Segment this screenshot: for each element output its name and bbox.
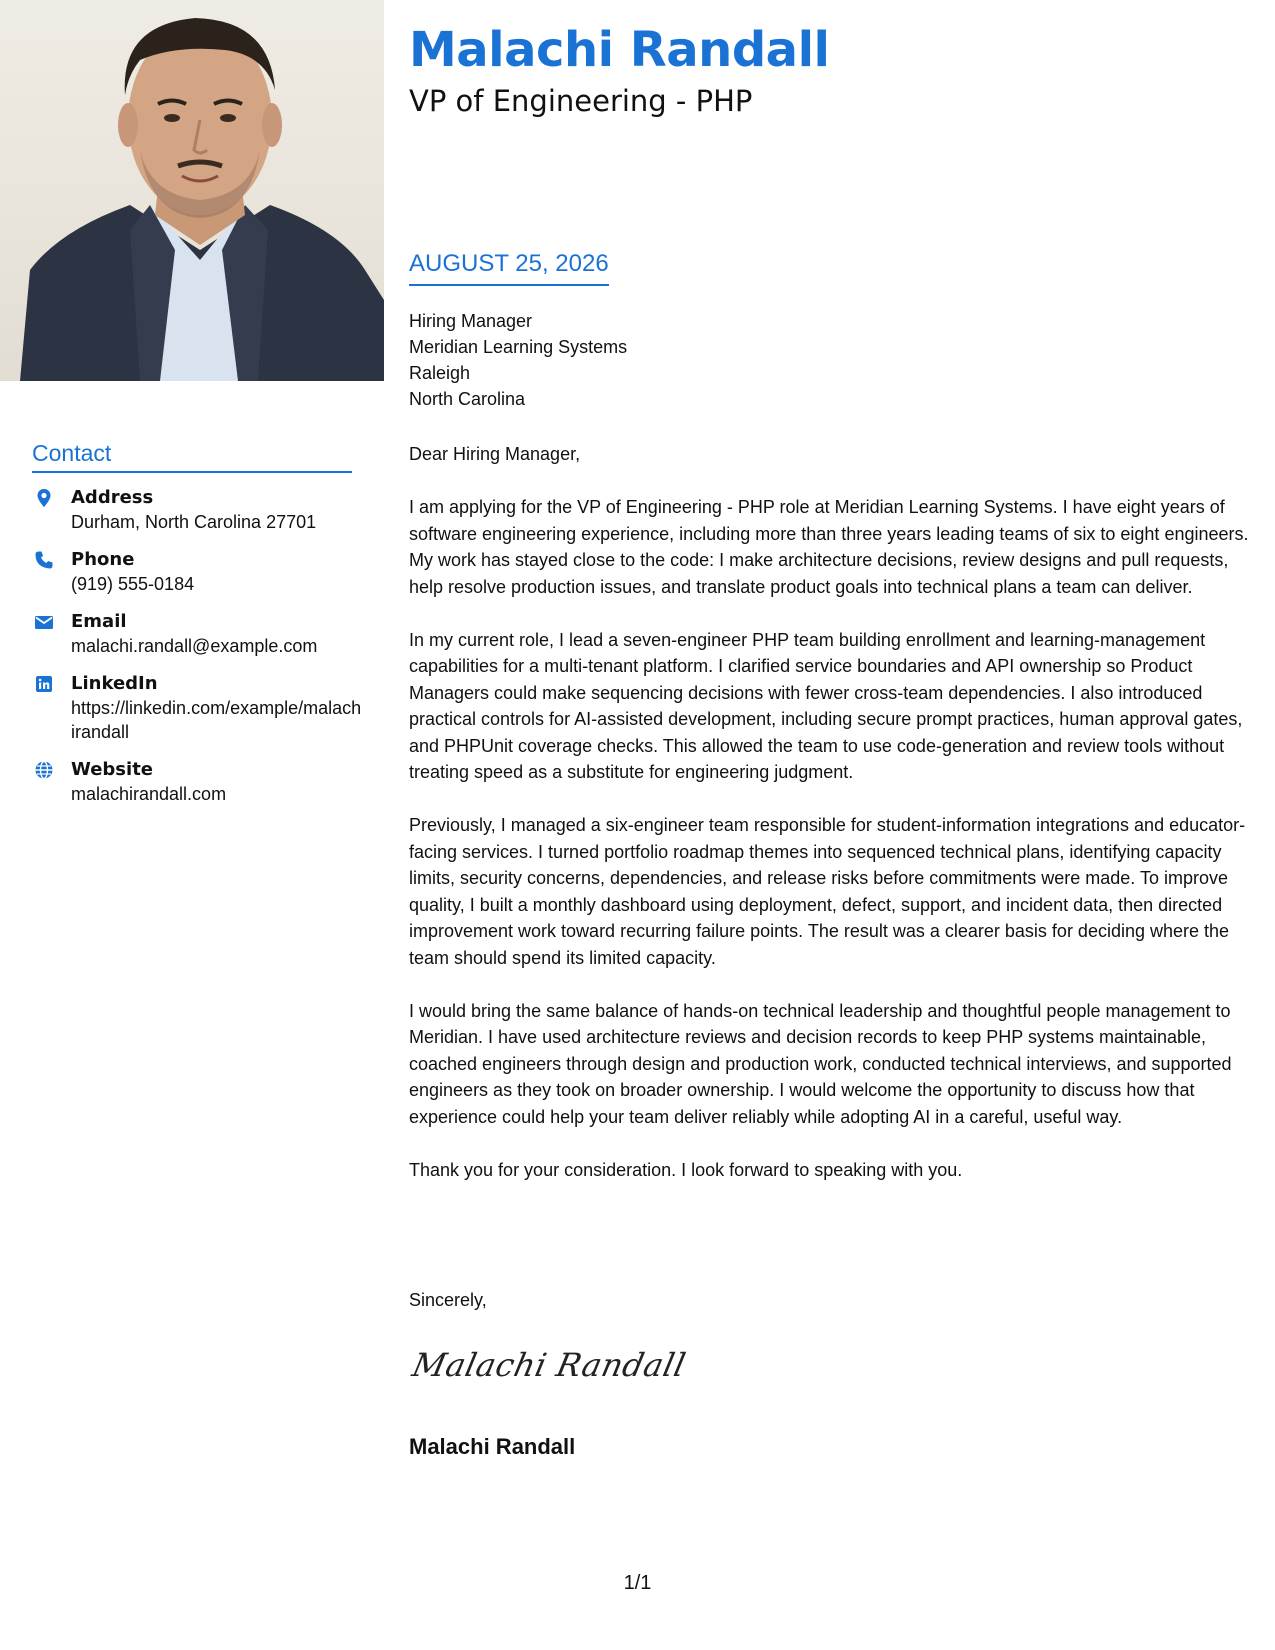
- page-number: 1/1: [623, 1572, 652, 1594]
- contact-list: [32, 486, 362, 820]
- contact-label: Address: [71, 487, 154, 508]
- contact-value: malachi.randall@example.com: [71, 636, 318, 656]
- date-section: [409, 250, 609, 286]
- letter-date: AUGUST 25, 2026: [409, 250, 609, 286]
- handwritten-signature: Malachi Randall: [409, 1346, 690, 1384]
- contact-value: (919) 555-0184: [71, 574, 195, 594]
- linkedin-icon: [34, 674, 54, 694]
- contact-value[interactable]: https://linkedin.com/example/malachirandall: [71, 698, 362, 742]
- recipient-line: Raleigh: [409, 363, 471, 383]
- applicant-name: Malachi Randall: [409, 22, 830, 78]
- letter-paragraph: In my current role, I lead a seven-engineer PHP team building enrollment and learning-management capabilities for a multi-tenant platform. I clarified service boundaries and API ownership so Product Managers could make sequencing decisions with fewer cross-team dependencies. I also introduced practical controls for AI-assisted development, including secure prompt practices, human approval gates, and PHPUnit coverage checks. This allowed the team to use code-generation and review tools without treating speed as a substitute for engineering judgment.: [409, 629, 1243, 782]
- globe-icon: [34, 760, 54, 780]
- recipient-line: Meridian Learning Systems: [409, 337, 628, 357]
- contact-linkedin: [32, 672, 362, 744]
- contact-heading: Contact: [32, 440, 352, 473]
- contact-label: Website: [71, 759, 154, 780]
- contact-value[interactable]: malachirandall.com: [71, 784, 227, 804]
- closing: Sincerely,: [409, 1290, 487, 1310]
- contact-label: Email: [71, 611, 127, 632]
- phone-icon: [34, 550, 54, 570]
- contact-value: Durham, North Carolina 27701: [71, 512, 317, 532]
- contact-website: [32, 758, 362, 806]
- recipient-line: Hiring Manager: [409, 311, 533, 331]
- letter-paragraph: Previously, I managed a six-engineer team responsible for student-information integrations and educator-facing services. I turned portfolio roadmap themes into sequenced technical plans, identifying capacity limits, security concerns, dependencies, and release risks before commitments were made. To improve quality, I built a monthly dashboard using deployment, defect, support, and incident data, then directed improvement work toward recurring failure points. The result was a clearer basis for deciding where the team should spend its limited capacity.: [409, 815, 1246, 968]
- contact-label: Phone: [71, 549, 135, 570]
- job-title: VP of Engineering - PHP: [409, 84, 753, 118]
- contact-phone: [32, 548, 362, 596]
- contact-email: [32, 610, 362, 658]
- signer-name: Malachi Randall: [409, 1434, 576, 1459]
- contact-address: [32, 486, 362, 534]
- location-pin-icon: [34, 488, 54, 508]
- letter-paragraph: I am applying for the VP of Engineering - PHP role at Meridian Learning Systems. I have eight years of software engineering experience, including more than three years leading teams of six to eight engineers. My work has stayed close to the code: I make architecture decisions, review designs and pull requests, help resolve production issues, and translate product goals into technical plans a team can deliver.: [409, 497, 1249, 597]
- recipient-block: [409, 308, 627, 412]
- letter-paragraph: Thank you for your consideration. I look forward to speaking with you.: [409, 1159, 963, 1180]
- letter-paragraph: I would bring the same balance of hands-on technical leadership and thoughtful people management to Meridian. I have used architecture reviews and decision records to keep PHP systems maintainable, coached engineers through design and production work, conducted technical interviews, and supported engineers as they took on broader ownership. I would welcome the opportunity to discuss how that experience could help your team deliver reliably while adopting AI in a careful, useful way.: [409, 1000, 1232, 1127]
- salutation: Dear Hiring Manager,: [409, 444, 581, 464]
- envelope-icon: [34, 612, 54, 632]
- recipient-line: North Carolina: [409, 389, 526, 409]
- letter-body: [409, 441, 1259, 1210]
- profile-photo: [0, 0, 384, 381]
- contact-label: LinkedIn: [71, 673, 158, 694]
